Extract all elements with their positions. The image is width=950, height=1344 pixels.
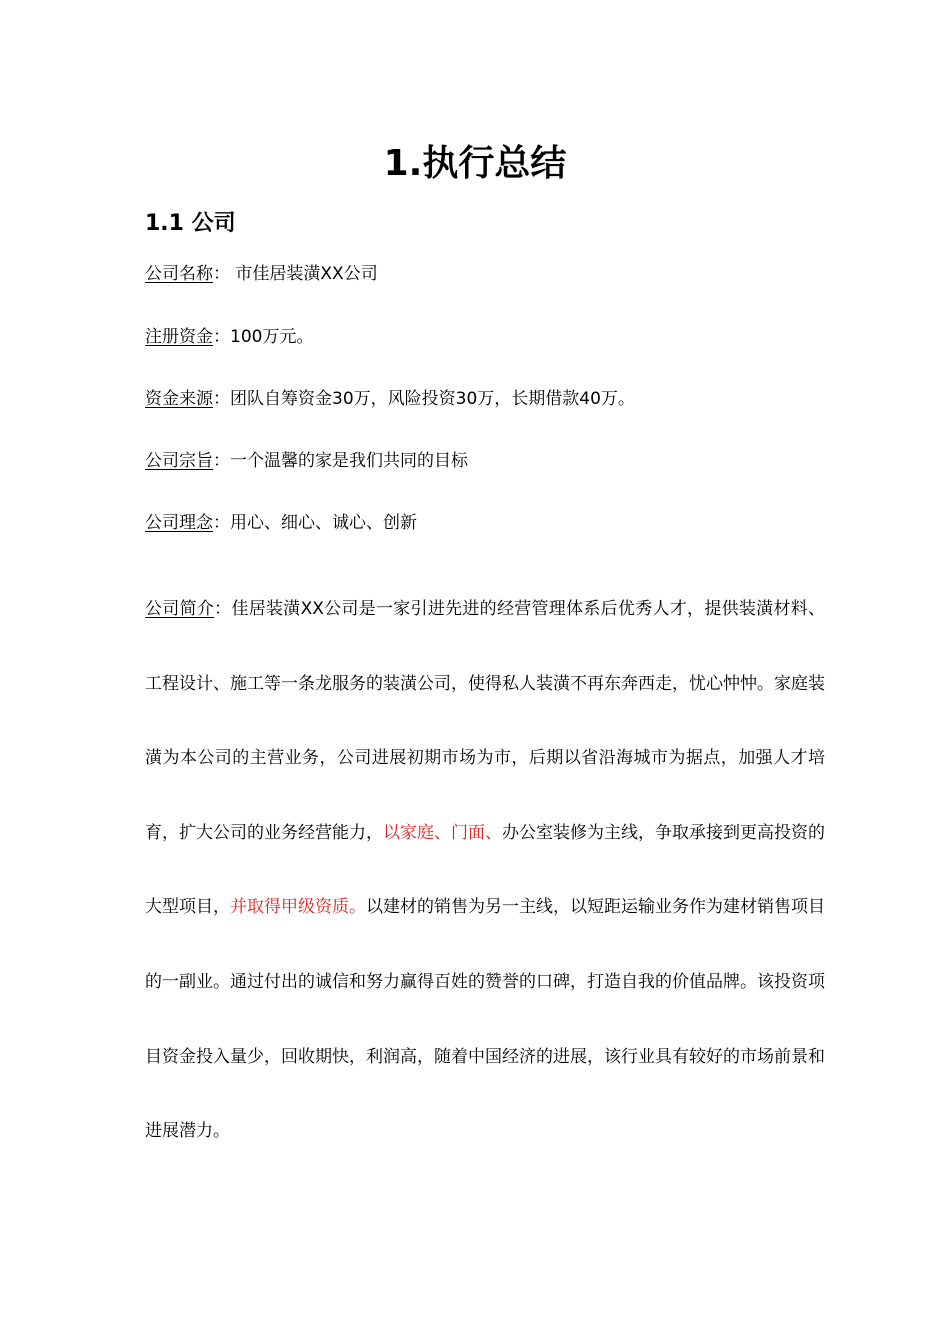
field-label: 资金来源 (145, 389, 213, 409)
field-company-philosophy (145, 510, 417, 536)
field-label: 注册资金 (145, 327, 213, 347)
field-value: 用心、细心、诚心、创新 (230, 513, 417, 533)
field-value: 100万元。 (230, 327, 314, 347)
field-company-name (145, 261, 378, 287)
field-value: 团队自筹资金30万，风险投资30万，长期借款40万。 (230, 389, 635, 409)
field-separator: ： (213, 389, 230, 409)
intro-highlight-2: 并取得甲级资质。 (230, 897, 366, 918)
field-separator: ： (213, 513, 230, 533)
intro-text-1: 佳居装潢XX公司是一家引进先进的经营管理体系后优秀人才，提供装潢材料、工程设计、施工等一条龙服务的装潢公司，使得私人装潢不再东奔西走，忧心忡忡。家庭装潢为本公司的主营业务，公司进展初期市场为市，后期以省沿海城市为据点，加强人才培育，扩大公司的业务经营能力， (145, 599, 826, 843)
field-label: 公司理念 (145, 513, 213, 533)
field-separator: ： (213, 451, 230, 471)
field-label: 公司名称 (145, 264, 213, 284)
field-capital-source (145, 386, 635, 412)
field-company-purpose (145, 448, 468, 474)
intro-text-3: 以建材的销售为另一主线，以短距运输业务作为建材销售项目的一副业。通过付出的诚信和努力赢得百姓的赞誉的口碑，打造自我的价值品牌。该投资项目资金投入量少，回收期快，利润高，随着中国经济的进展，该行业具有较好的市场前景和进展潜力。 (145, 897, 825, 1142)
document-title: 1.执行总结 (383, 143, 567, 184)
intro-highlight-1: 以家庭、门面、 (383, 822, 502, 843)
intro-text-2: 办公室装修为主线，争取承接到更高投资的大型项目， (145, 822, 825, 918)
field-value: 市佳居装潢XX公司 (230, 264, 378, 284)
intro-label: 公司简介 (145, 599, 215, 619)
field-registered-capital (145, 324, 313, 350)
section-heading: 1.1 公司 (145, 211, 236, 236)
field-value: 一个温馨的家是我们共同的目标 (230, 451, 468, 471)
field-label: 公司宗旨 (145, 451, 213, 471)
field-separator: ： (213, 327, 230, 347)
intro-separator: ： (214, 599, 232, 619)
company-intro-paragraph (145, 572, 825, 1169)
field-separator: ： (213, 264, 230, 284)
